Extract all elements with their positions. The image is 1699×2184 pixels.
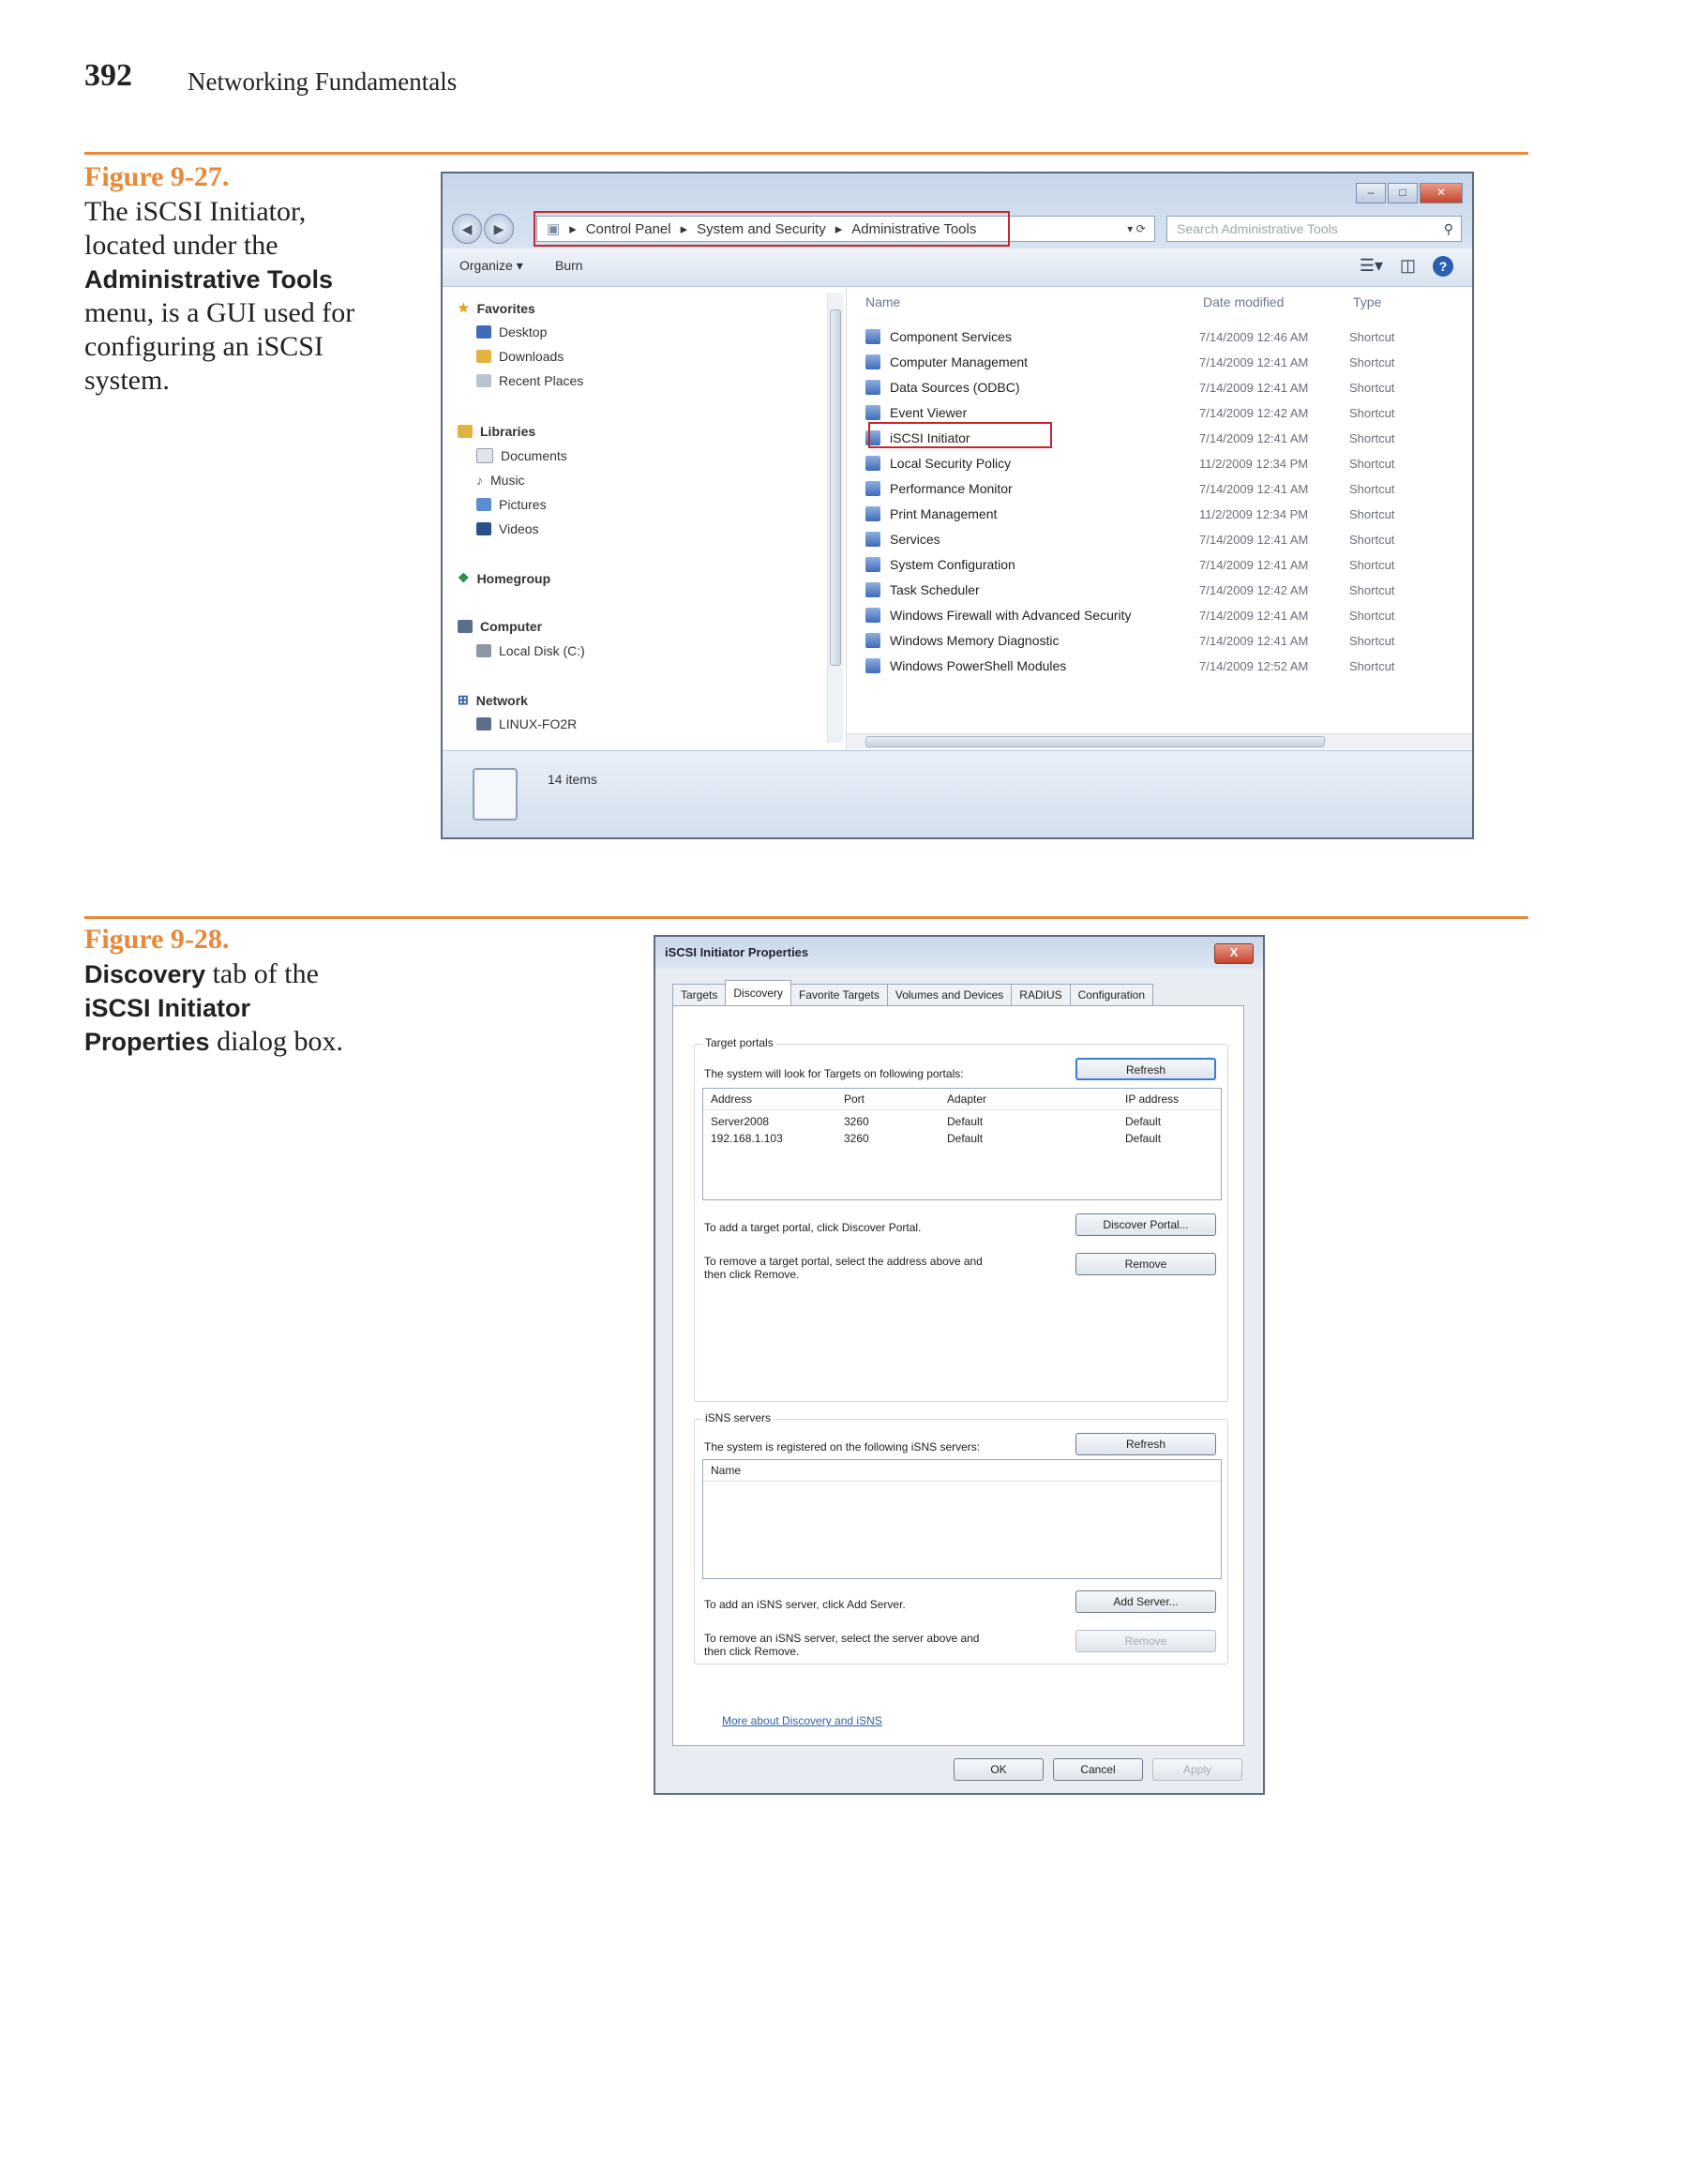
file-date: 7/14/2009 12:41 AM: [1199, 532, 1309, 547]
add-isns-instruction: To add an iSNS server, click Add Server.: [704, 1598, 906, 1611]
file-date: 7/14/2009 12:46 AM: [1199, 329, 1309, 344]
nav-item-desktop[interactable]: [476, 324, 547, 339]
remove-isns-instruction-2: then click Remove.: [704, 1645, 800, 1658]
explorer-window: [441, 172, 1474, 839]
remove-portal-button[interactable]: Remove: [1075, 1253, 1216, 1275]
folder-icon: ▣: [547, 221, 561, 237]
toolbar: [443, 249, 1472, 287]
dialog-title-bar: [655, 937, 1263, 969]
table-cell: 3260: [844, 1115, 869, 1128]
file-name: Windows Firewall with Advanced Security: [890, 608, 1132, 623]
group-title: iSNS servers: [702, 1411, 774, 1424]
table-cell: Default: [1125, 1132, 1162, 1145]
caption-bold-text: Administrative Tools: [84, 265, 334, 294]
nav-label: Documents: [501, 448, 567, 463]
file-name: Computer Management: [890, 354, 1029, 369]
add-server-button[interactable]: Add Server...: [1075, 1590, 1216, 1613]
file-row[interactable]: [865, 476, 1466, 501]
file-name: Print Management: [890, 506, 998, 521]
file-type: Shortcut: [1349, 633, 1395, 648]
file-name: Services: [890, 532, 940, 547]
file-date: 11/2/2009 12:34 PM: [1199, 456, 1309, 471]
file-row[interactable]: [865, 603, 1466, 627]
header-ip-address[interactable]: IP address: [1125, 1092, 1180, 1106]
file-date: 7/14/2009 12:52 AM: [1199, 658, 1309, 673]
portals-description: The system will look for Targets on following portals:: [704, 1067, 964, 1080]
network-icon: ⊞: [458, 692, 469, 707]
file-type: Shortcut: [1349, 582, 1395, 597]
file-type: Shortcut: [1349, 380, 1395, 395]
breadcrumb-separator-icon: ▸: [569, 221, 577, 237]
file-row[interactable]: [865, 375, 1466, 399]
file-row[interactable]: [865, 527, 1466, 551]
nav-label: Network: [475, 692, 528, 708]
remove-isns-instruction-1: To remove an iSNS server, select the server above and: [704, 1632, 980, 1645]
file-type: Shortcut: [1349, 430, 1395, 445]
shortcut-icon: [865, 608, 880, 623]
recent-places-icon: [476, 374, 491, 387]
nav-label: Music: [490, 473, 525, 488]
table-cell: Default: [947, 1132, 984, 1145]
desktop-icon: [476, 325, 491, 339]
tab-discovery[interactable]: Discovery: [725, 980, 791, 1005]
nav-label: Favorites: [476, 300, 535, 316]
help-icon[interactable]: ?: [1433, 256, 1453, 277]
header-address[interactable]: Address: [711, 1092, 753, 1106]
toolbar-icons: [1360, 256, 1453, 277]
file-row[interactable]: [865, 578, 1466, 602]
caption-text: menu, is a GUI used for configuring an iSCSI system.: [84, 297, 355, 396]
nav-label: Desktop: [499, 324, 548, 339]
downloads-icon: [476, 350, 491, 363]
tab-configuration[interactable]: Configuration: [1070, 984, 1153, 1005]
header-name[interactable]: Name: [711, 1464, 742, 1477]
nav-label: Homegroup: [476, 570, 551, 586]
file-type: Shortcut: [1349, 608, 1395, 623]
network-computer-icon: [476, 717, 491, 731]
file-date: 7/14/2009 12:41 AM: [1199, 380, 1309, 395]
shortcut-icon: [865, 405, 880, 420]
file-row[interactable]: [865, 552, 1466, 577]
portals-list[interactable]: [702, 1088, 1222, 1200]
file-date: 11/2/2009 12:34 PM: [1199, 506, 1309, 521]
figure-rule: [84, 916, 1528, 919]
remove-portal-instruction-2: then click Remove.: [704, 1268, 800, 1281]
horizontal-scrollbar[interactable]: [847, 733, 1472, 749]
burn-button[interactable]: Burn: [555, 258, 583, 273]
column-header-name[interactable]: Name: [865, 294, 901, 309]
status-bar: [443, 750, 1472, 837]
shortcut-icon: [865, 329, 880, 344]
file-name: Event Viewer: [890, 405, 968, 420]
nav-item-documents[interactable]: [476, 448, 567, 463]
nav-scrollbar[interactable]: [827, 293, 843, 743]
horizontal-scroll-thumb[interactable]: [865, 736, 1325, 747]
column-header-date[interactable]: Date modified: [1203, 294, 1285, 309]
running-head: Networking Fundamentals: [188, 68, 458, 96]
search-icon: ⚲: [1443, 221, 1453, 236]
discovery-panel: [672, 1005, 1244, 1746]
shortcut-icon: [865, 633, 880, 648]
file-name: Component Services: [890, 329, 1012, 344]
nav-label: Pictures: [499, 497, 547, 512]
breadcrumb-admin-tools[interactable]: Administrative Tools: [851, 220, 977, 237]
table-cell: Default: [1125, 1115, 1162, 1128]
file-type: Shortcut: [1349, 329, 1395, 344]
nav-item-homegroup[interactable]: [458, 570, 550, 586]
caption-bold-text: iSCSI Initiator Properties: [84, 994, 251, 1056]
nav-label: Videos: [499, 521, 539, 536]
back-button[interactable]: ◀: [452, 214, 482, 244]
file-date: 7/14/2009 12:41 AM: [1199, 557, 1309, 572]
forward-button[interactable]: ▶: [484, 214, 514, 244]
file-row[interactable]: [865, 628, 1466, 653]
file-type: Shortcut: [1349, 354, 1395, 369]
nav-item-videos[interactable]: [476, 521, 539, 536]
shortcut-icon: [865, 354, 880, 369]
nav-item-favorites[interactable]: [458, 300, 535, 316]
nav-item-downloads[interactable]: [476, 349, 564, 364]
discover-portal-button[interactable]: Discover Portal...: [1075, 1213, 1216, 1236]
figure-label: Figure 9-27.: [84, 161, 230, 192]
shortcut-icon: [865, 658, 880, 673]
tab-volumes-devices[interactable]: Volumes and Devices: [887, 984, 1012, 1005]
iscsi-highlight-box: [868, 422, 1052, 448]
nav-item-local-disk[interactable]: [476, 643, 585, 658]
iscsi-properties-dialog: [654, 935, 1265, 1795]
organize-button[interactable]: Organize ▾: [459, 258, 523, 273]
file-type: Shortcut: [1349, 658, 1395, 673]
tab-strip: [672, 984, 1152, 1005]
preview-pane-icon[interactable]: ◫: [1399, 256, 1416, 275]
file-name: Windows Memory Diagnostic: [890, 633, 1060, 648]
computer-icon: [458, 620, 473, 633]
group-title: Target portals: [702, 1036, 776, 1049]
shortcut-icon: [865, 557, 880, 572]
nav-scroll-thumb[interactable]: [830, 309, 841, 666]
figure-rule: [84, 152, 1528, 155]
page-number: 392: [84, 58, 132, 93]
shortcut-icon: [865, 456, 880, 471]
shortcut-icon: [865, 380, 880, 395]
nav-item-recent-places[interactable]: [476, 373, 583, 388]
navigation-pane: [443, 287, 847, 751]
figure-label: Figure 9-28.: [84, 924, 230, 955]
nav-label: Recent Places: [499, 373, 584, 388]
apply-button[interactable]: Apply: [1152, 1758, 1242, 1781]
caption-text: tab of the: [205, 958, 319, 989]
cancel-button[interactable]: Cancel: [1053, 1758, 1143, 1781]
ok-button[interactable]: OK: [954, 1758, 1044, 1781]
file-date: 7/14/2009 12:41 AM: [1199, 430, 1309, 445]
nav-label: Downloads: [499, 349, 564, 364]
isns-refresh-button[interactable]: Refresh: [1075, 1433, 1216, 1455]
star-icon: ★: [458, 300, 470, 315]
search-input[interactable]: [1166, 216, 1462, 242]
file-type: Shortcut: [1349, 456, 1395, 471]
address-dropdown-icon[interactable]: ▾ ⟳: [1127, 222, 1146, 235]
caption-text: dialog box.: [209, 1026, 344, 1057]
caption-bold-text: Discovery: [84, 960, 206, 988]
remove-portal-instruction-1: To remove a target portal, select the address above and: [704, 1255, 983, 1268]
shortcut-icon: [865, 582, 880, 597]
table-cell: Default: [947, 1115, 984, 1128]
figure-caption: [84, 957, 366, 1059]
table-row[interactable]: [703, 1113, 1221, 1130]
nav-item-network[interactable]: [458, 692, 528, 708]
isns-servers-box: [694, 1411, 1228, 1664]
file-row[interactable]: [865, 350, 1466, 374]
breadcrumb-system-security[interactable]: System and Security: [697, 220, 826, 237]
file-name: iSCSI Initiator: [890, 430, 970, 445]
address-highlight-box: [534, 211, 1010, 247]
nav-item-computer[interactable]: [458, 619, 542, 634]
pictures-icon: [476, 498, 491, 511]
nav-item-libraries[interactable]: [458, 424, 535, 439]
file-date: 7/14/2009 12:41 AM: [1199, 608, 1309, 623]
file-row[interactable]: [865, 654, 1466, 678]
close-button[interactable]: ✕: [1420, 183, 1463, 203]
tab-favorite-targets[interactable]: Favorite Targets: [790, 984, 888, 1005]
search-placeholder: Search Administrative Tools: [1177, 221, 1338, 236]
shortcut-icon: [865, 481, 880, 496]
file-name: Windows PowerShell Modules: [890, 658, 1067, 673]
nav-label: Libraries: [480, 424, 536, 439]
isns-list[interactable]: [702, 1459, 1222, 1579]
file-name: Task Scheduler: [890, 582, 980, 597]
nav-label: Computer: [480, 619, 543, 634]
discovery-help-link[interactable]: More about Discovery and iSNS: [722, 1714, 882, 1727]
table-cell: 192.168.1.103: [711, 1132, 783, 1145]
nav-label: Local Disk (C:): [499, 643, 585, 658]
libraries-icon: [458, 425, 473, 438]
nav-label: LINUX-FO2R: [499, 716, 578, 731]
videos-icon: [476, 522, 491, 535]
header-adapter[interactable]: Adapter: [947, 1092, 987, 1106]
file-list-pane: [847, 287, 1472, 751]
column-header-type[interactable]: Type: [1353, 294, 1382, 309]
file-type: Shortcut: [1349, 506, 1395, 521]
figure-caption: [84, 195, 366, 398]
isns-description: The system is registered on the following iSNS servers:: [704, 1440, 981, 1453]
documents-icon: [476, 448, 493, 463]
file-name: Performance Monitor: [890, 481, 1013, 496]
disk-icon: [476, 644, 491, 657]
file-type: Shortcut: [1349, 405, 1395, 420]
remove-server-button[interactable]: Remove: [1075, 1630, 1216, 1652]
table-row[interactable]: [703, 1130, 1221, 1147]
file-type: Shortcut: [1349, 557, 1395, 572]
breadcrumb-control-panel[interactable]: Control Panel: [585, 220, 671, 237]
table-cell: Server2008: [711, 1115, 770, 1128]
file-name: System Configuration: [890, 557, 1015, 572]
homegroup-icon: ❖: [458, 570, 470, 585]
file-date: 7/14/2009 12:41 AM: [1199, 633, 1309, 648]
file-name: Data Sources (ODBC): [890, 380, 1020, 395]
dialog-close-button[interactable]: X: [1214, 943, 1254, 964]
file-date: 7/14/2009 12:41 AM: [1199, 354, 1309, 369]
shortcut-icon: [865, 506, 880, 521]
nav-item-linux-fo2r[interactable]: [476, 716, 577, 731]
breadcrumb-separator-icon: ▸: [834, 221, 843, 237]
caption-text: The iSCSI Initiator, located under the: [84, 196, 307, 261]
file-row[interactable]: [865, 502, 1466, 526]
nav-item-pictures[interactable]: [476, 497, 547, 512]
file-type: Shortcut: [1349, 481, 1395, 496]
file-date: 7/14/2009 12:42 AM: [1199, 405, 1309, 420]
file-date: 7/14/2009 12:42 AM: [1199, 582, 1309, 597]
views-icon[interactable]: ☰▾: [1359, 256, 1383, 275]
portals-refresh-button[interactable]: Refresh: [1075, 1058, 1216, 1080]
table-cell: 3260: [844, 1132, 869, 1145]
dialog-title: iSCSI Initiator Properties: [665, 945, 809, 959]
file-date: 7/14/2009 12:41 AM: [1199, 481, 1309, 496]
tab-targets[interactable]: Targets: [672, 984, 726, 1005]
file-type: Shortcut: [1349, 532, 1395, 547]
folder-items-icon: [473, 768, 518, 821]
minimize-button[interactable]: –: [1356, 183, 1386, 203]
add-portal-instruction: To add a target portal, click Discover Portal.: [704, 1221, 922, 1234]
file-row[interactable]: [865, 324, 1466, 349]
list-header: [703, 1460, 1221, 1482]
header-port[interactable]: Port: [844, 1092, 865, 1106]
item-count: 14 items: [548, 772, 597, 787]
maximize-button[interactable]: □: [1388, 183, 1418, 203]
tab-radius[interactable]: RADIUS: [1011, 984, 1070, 1005]
breadcrumb-separator-icon: ▸: [680, 221, 688, 237]
list-header: [703, 1089, 1221, 1110]
music-icon: ♪: [476, 473, 483, 488]
window-controls: [1356, 183, 1463, 203]
shortcut-icon: [865, 532, 880, 547]
file-name: Local Security Policy: [890, 456, 1012, 471]
file-row[interactable]: [865, 451, 1466, 475]
nav-item-music[interactable]: [476, 473, 525, 488]
